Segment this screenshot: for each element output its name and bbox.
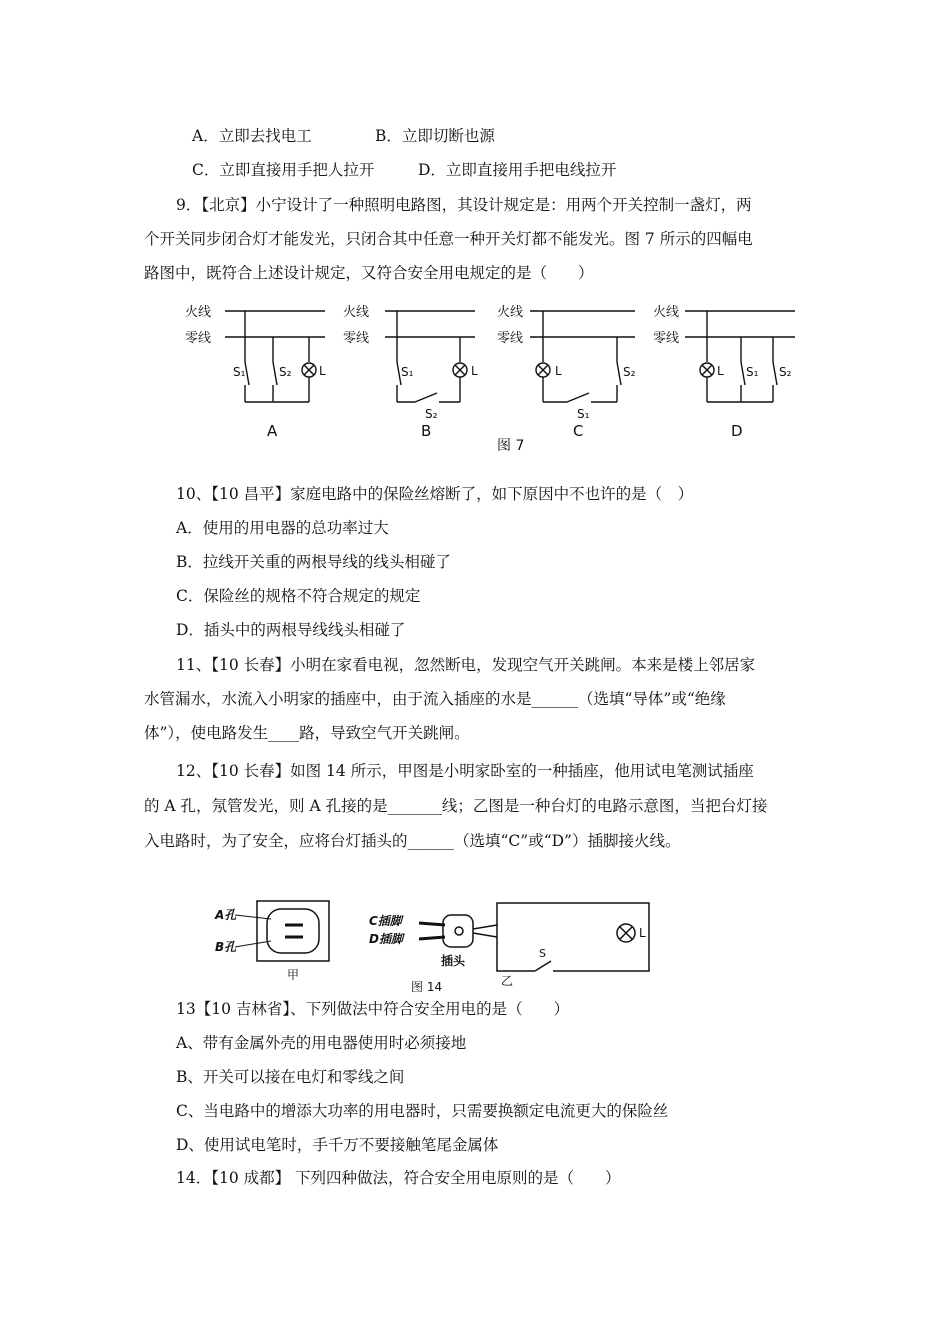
- hole-b-label: B孔: [215, 940, 237, 954]
- live-wire-label-c: 火线: [497, 305, 524, 320]
- neutral-wire-label-c: 零线: [497, 331, 524, 346]
- neutral-wire-label-a: 零线: [185, 331, 212, 346]
- switch-s1-label-a: S₁: [233, 365, 246, 379]
- live-wire-label-b: 火线: [343, 305, 370, 320]
- q10-option-d: D．插头中的两根导线线头相碰了: [176, 621, 406, 639]
- switch-s1-label-d: S₁: [746, 365, 759, 379]
- lamp-label-a: L: [319, 364, 326, 378]
- q13-option-b: B、开关可以接在电灯和零线之间: [176, 1068, 405, 1086]
- panel-label-b: B: [421, 422, 432, 440]
- q9-stem-line1: 9．【北京】小宁设计了一种照明电路图，其设计规定是：用两个开关控制一盏灯，两: [176, 196, 752, 214]
- q10-option-b: B．拉线开关重的两根导线的线头相碰了: [176, 553, 451, 571]
- panel-label-a: A: [267, 422, 278, 440]
- q12-stem-line3: 入电路时，为了安全，应将台灯插头的______（选填“C”或“D”）插脚接火线。: [144, 832, 681, 850]
- q9-stem-line3: 路图中，既符合上述设计规定，又符合安全用电规定的是（ ）: [144, 264, 594, 282]
- switch-s2-label-b: S₂: [425, 407, 438, 421]
- plug-label: 插头: [441, 954, 466, 968]
- q13-option-d: D、使用试电笔时，手千万不要接触笔尾金属体: [176, 1136, 499, 1154]
- q12-stem-line1: 12、【10 长春】如图 14 所示，甲图是小明家卧室的一种插座，他用试电笔测试插座: [176, 762, 754, 780]
- q9-stem-line2: 个开关同步闭合灯才能发光，只闭合其中任意一种开关灯都不能发光。图 7 所示的四幅电: [144, 230, 753, 248]
- neutral-wire-label-d: 零线: [653, 331, 680, 346]
- q12-stem-line2: 的 A 孔，氖管发光，则 A 孔接的是_______线；乙图是一种台灯的电路示意图，当把台灯接: [144, 797, 768, 815]
- yi-label: 乙: [501, 974, 514, 988]
- lamp-label-d: L: [717, 364, 724, 378]
- switch-s2-label-d: S₂: [779, 365, 792, 379]
- jia-label: 甲: [287, 968, 300, 982]
- hole-a-label: A孔: [215, 908, 237, 922]
- q14-stem: 14．【10 成都】 下列四种做法，符合安全用电原则的是（ ）: [176, 1169, 621, 1187]
- switch-s-label: S: [539, 947, 546, 960]
- lamp-label-b: L: [471, 364, 478, 378]
- switch-s1-label-b: S₁: [401, 365, 414, 379]
- figure-7-caption: 图 7: [497, 438, 525, 454]
- figure-7-circuits: [175, 290, 815, 460]
- panel-label-c: C: [573, 422, 584, 440]
- q11-stem-line3: 体”），使电路发生____路，导致空气开关跳闸。: [144, 724, 470, 742]
- q8-option-a: A．立即去找电工: [192, 127, 312, 145]
- q13-option-a: A、带有金属外壳的用电器使用时必须接地: [176, 1034, 467, 1052]
- q11-stem-line1: 11、【10 长春】小明在家看电视，忽然断电，发现空气开关跳闸。本来是楼上邻居家: [176, 656, 756, 674]
- q10-stem: 10、【10 昌平】家庭电路中的保险丝熔断了，如下原因中不也许的是（ ）: [176, 485, 694, 503]
- pin-d-label: D插脚: [369, 932, 403, 946]
- live-wire-label-d: 火线: [653, 305, 680, 320]
- q13-option-c: C、当电路中的增添大功率的用电器时，只需要换额定电流更大的保险丝: [176, 1102, 669, 1120]
- q10-option-a: A．使用的用电器的总功率过大: [176, 519, 389, 537]
- figure-14-socket-and-lamp: [205, 895, 665, 995]
- q8-option-c: C．立即直接用手把人拉开: [192, 161, 375, 179]
- panel-label-d: D: [731, 422, 743, 440]
- pin-c-label: C插脚: [369, 914, 402, 928]
- q11-stem-line2: 水管漏水，水流入小明家的插座中，由于流入插座的水是______（选填“导体”或“绝缘: [144, 690, 726, 708]
- q13-stem: 13【10 吉林省】、下列做法中符合安全用电的是（ ）: [176, 1000, 570, 1018]
- live-wire-label-a: 火线: [185, 305, 212, 320]
- switch-s2-label-c: S₂: [623, 365, 636, 379]
- neutral-wire-label-b: 零线: [343, 331, 370, 346]
- q8-option-b: B．立即切断也源: [375, 127, 495, 145]
- q10-option-c: C．保险丝的规格不符合规定的规定: [176, 587, 421, 605]
- switch-s2-label-a: S₂: [279, 365, 292, 379]
- q8-option-d: D．立即直接用手把电线拉开: [418, 161, 617, 179]
- lamp-l-label: L: [639, 926, 646, 940]
- lamp-label-c: L: [555, 364, 562, 378]
- switch-s1-label-c: S₁: [577, 407, 590, 421]
- figure-14-caption: 图 14: [411, 980, 443, 994]
